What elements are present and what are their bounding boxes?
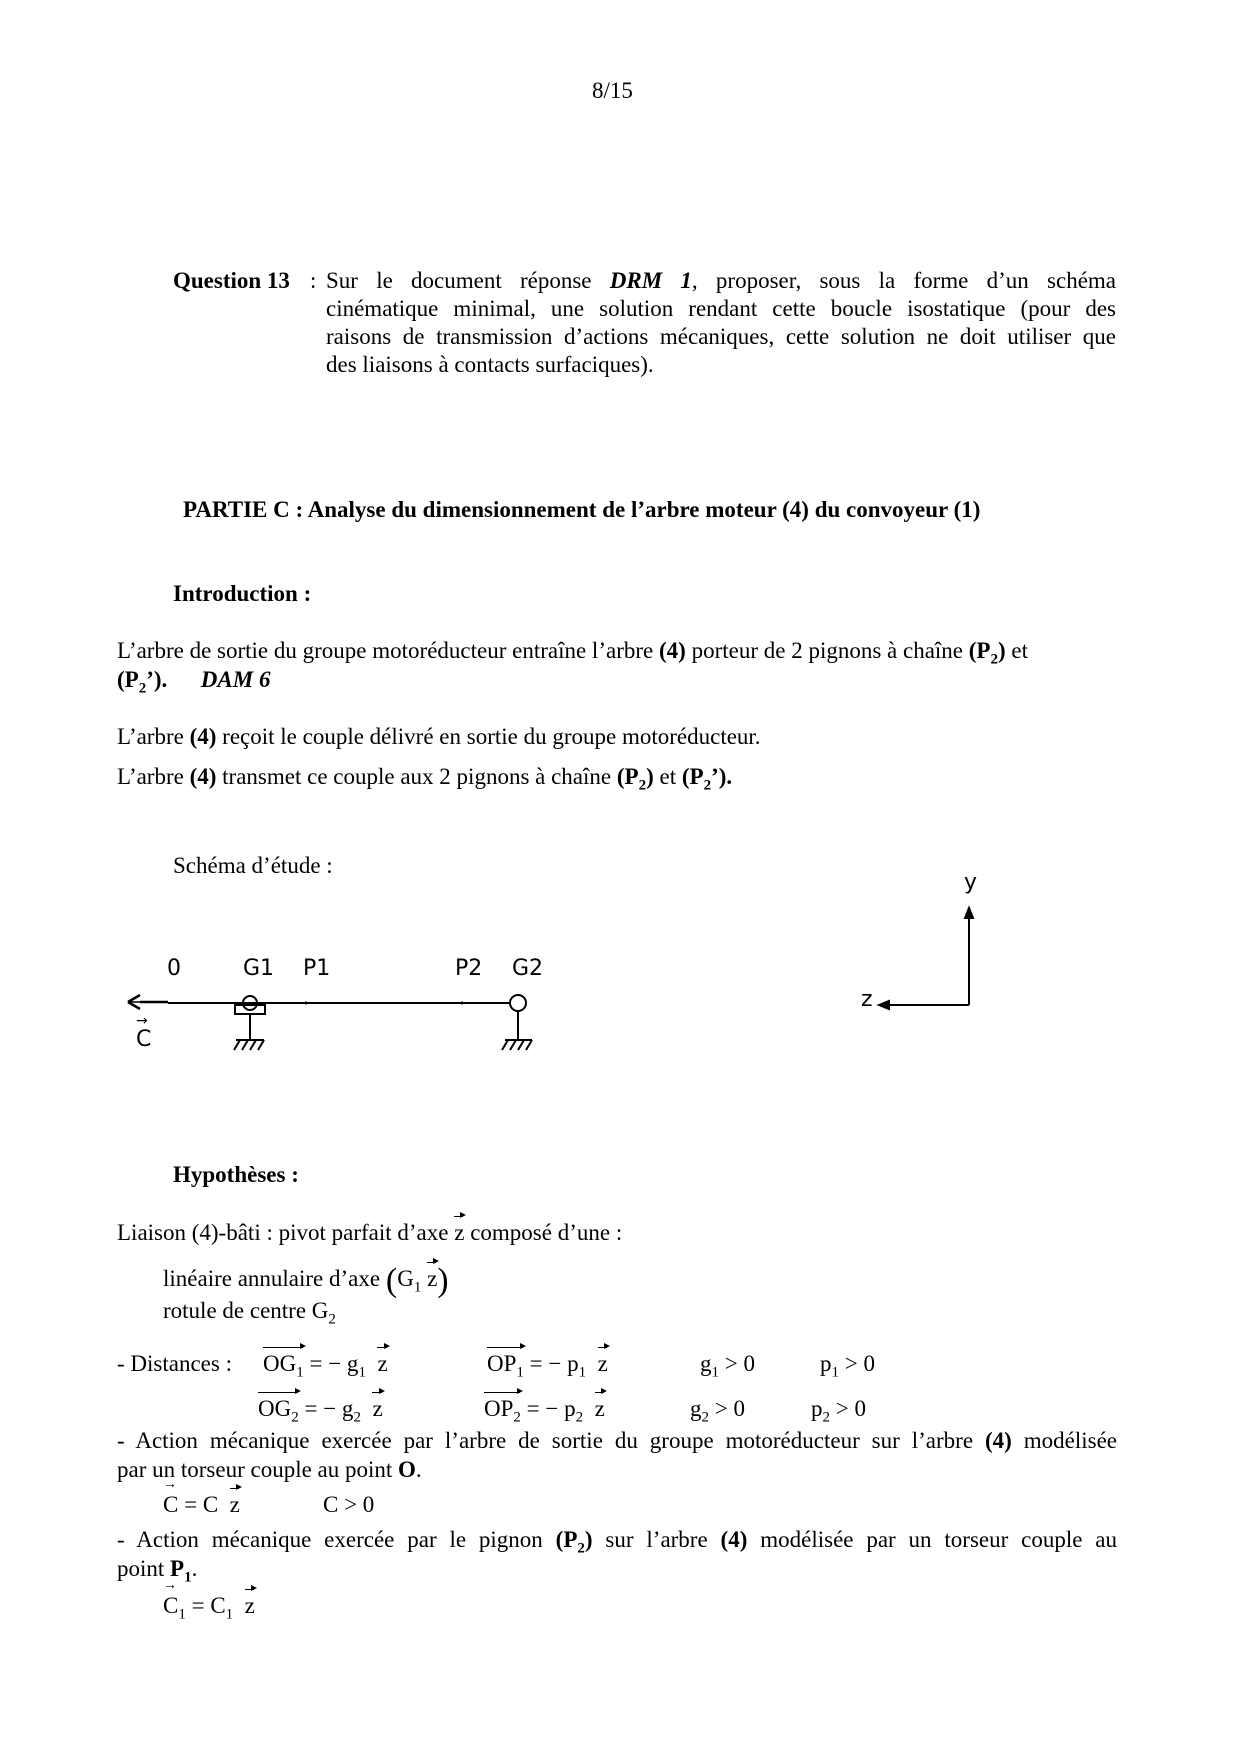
question-line-4: des liaisons à contacts surfaciques). xyxy=(326,352,654,377)
couple-label: → C xyxy=(136,1027,151,1053)
g2-condition: $g_2 > 0$ xyxy=(690,1396,745,1426)
op1-equation: $OP_1$ = − $p_1$ z xyxy=(487,1351,608,1381)
action-2-line-1: - Action mécanique exercée par le pignon $(P_2)$ sur l’arbre (4) modélisée par un torseur couple au xyxy=(117,1527,1118,1557)
hypotheses-heading: Hypothèses : xyxy=(173,1162,299,1187)
intro-paragraph-2: L’arbre (4) reçoit le couple délivré en sortie du groupe motoréducteur. xyxy=(117,724,761,749)
action-1-line-2: par un torseur couple au point O. xyxy=(117,1457,422,1482)
partie-title: PARTIE C : Analyse du dimensionnement de l’arbre moteur (4) du convoyeur (1) xyxy=(183,497,981,522)
drm-reference: DRM 1 xyxy=(609,268,692,293)
couple-c-condition: C > 0 xyxy=(323,1492,375,1517)
axes-frame xyxy=(879,908,973,1009)
part-number: (4) xyxy=(189,764,217,789)
liaison-line: Liaison (4)-bâti : pivot parfait d’axe z composé d’une : xyxy=(117,1220,623,1245)
op2-equation: $OP_2$ = − $p_2$ z xyxy=(484,1396,605,1426)
question-text: , proposer, sous la forme d’un schéma xyxy=(691,268,1116,293)
schema-point-p1: P1 xyxy=(303,956,331,981)
rotule-line: rotule de centre $G_2$ xyxy=(163,1298,336,1328)
point-p2-marker xyxy=(461,1002,464,1005)
schema-point-p2: P2 xyxy=(455,956,483,981)
part-number: (4) xyxy=(658,638,686,663)
intro-text: porteur de 2 pignons à chaîne xyxy=(691,638,964,663)
introduction-heading: Introduction : xyxy=(173,581,312,606)
dam-reference: DAM 6 xyxy=(200,667,271,692)
point-p1-marker xyxy=(305,1002,308,1005)
question-text: Sur le document réponse xyxy=(326,268,592,293)
couple-arrow xyxy=(128,995,168,1009)
intro-paragraph-3: L’arbre (4) transmet ce couple aux 2 pignons à chaîne $(P_2)$ et $(P_2’)$. xyxy=(117,764,733,794)
distances-label: - Distances : xyxy=(117,1351,232,1376)
axis-z-label: z xyxy=(861,987,873,1012)
question-line-3: raisons de transmission d’actions mécaniques, cette solution ne doit utiliser que xyxy=(326,324,1116,349)
p1-condition: $p_1 > 0$ xyxy=(820,1351,875,1381)
pignon-p2-prime: $(P_2’)$. xyxy=(681,764,733,794)
schema-point-g1: G1 xyxy=(243,956,275,981)
question-label-text: Question 13 xyxy=(173,268,290,293)
intro-paragraph-1-line-1 xyxy=(117,637,1028,669)
schema-point-g2: G2 xyxy=(512,956,544,981)
pignon-p2-prime: $(P_2’)$. xyxy=(117,667,168,697)
intro-paragraph-1-line-2 xyxy=(117,666,270,698)
linear-annular-joint xyxy=(234,996,265,1050)
pignon-p2: $(P_2)$ xyxy=(616,764,654,794)
question-label xyxy=(173,267,290,295)
g1-condition: $g_1 > 0$ xyxy=(700,1351,755,1381)
intro-text: L’arbre de sortie du groupe motoréducteur entraîne l’arbre xyxy=(117,638,654,663)
axis-y-label: y xyxy=(964,870,978,895)
kinematic-schema xyxy=(0,900,1240,1100)
page-number: 8/15 xyxy=(592,78,633,103)
couple-c1-equation: → $C_1 = C_1$ z xyxy=(163,1592,255,1624)
couple-c-equation: → C = C z xyxy=(163,1491,240,1519)
pignon-p2: $(P_2)$ xyxy=(968,638,1006,668)
action-1-line-1: - Action mécanique exercée par l’arbre de sortie du groupe motoréducteur sur l’arbre (4) modélisée xyxy=(117,1428,1118,1453)
intro-text: et xyxy=(1011,638,1029,663)
lineaire-annulaire-line: linéaire annulaire d’axe ($G_1$ z) xyxy=(163,1262,449,1299)
p2-condition: $p_2 > 0$ xyxy=(811,1396,866,1426)
og1-equation: $OG_1$ = − $g_1$ z xyxy=(263,1351,388,1381)
schema-label: Schéma d’étude : xyxy=(173,853,333,878)
question-line-2: cinématique minimal, une solution rendant cette boucle isostatique (pour des xyxy=(326,296,1116,321)
question-colon: : xyxy=(310,268,317,293)
og2-equation: $OG_2$ = − $g_2$ z xyxy=(258,1396,383,1426)
schema-point-o: 0 xyxy=(167,956,181,981)
part-number: (4) xyxy=(189,724,217,749)
vector-z: z xyxy=(454,1220,465,1245)
question-line-1 xyxy=(326,267,1116,295)
action-2-line-2: point $P_1$. xyxy=(117,1556,198,1586)
